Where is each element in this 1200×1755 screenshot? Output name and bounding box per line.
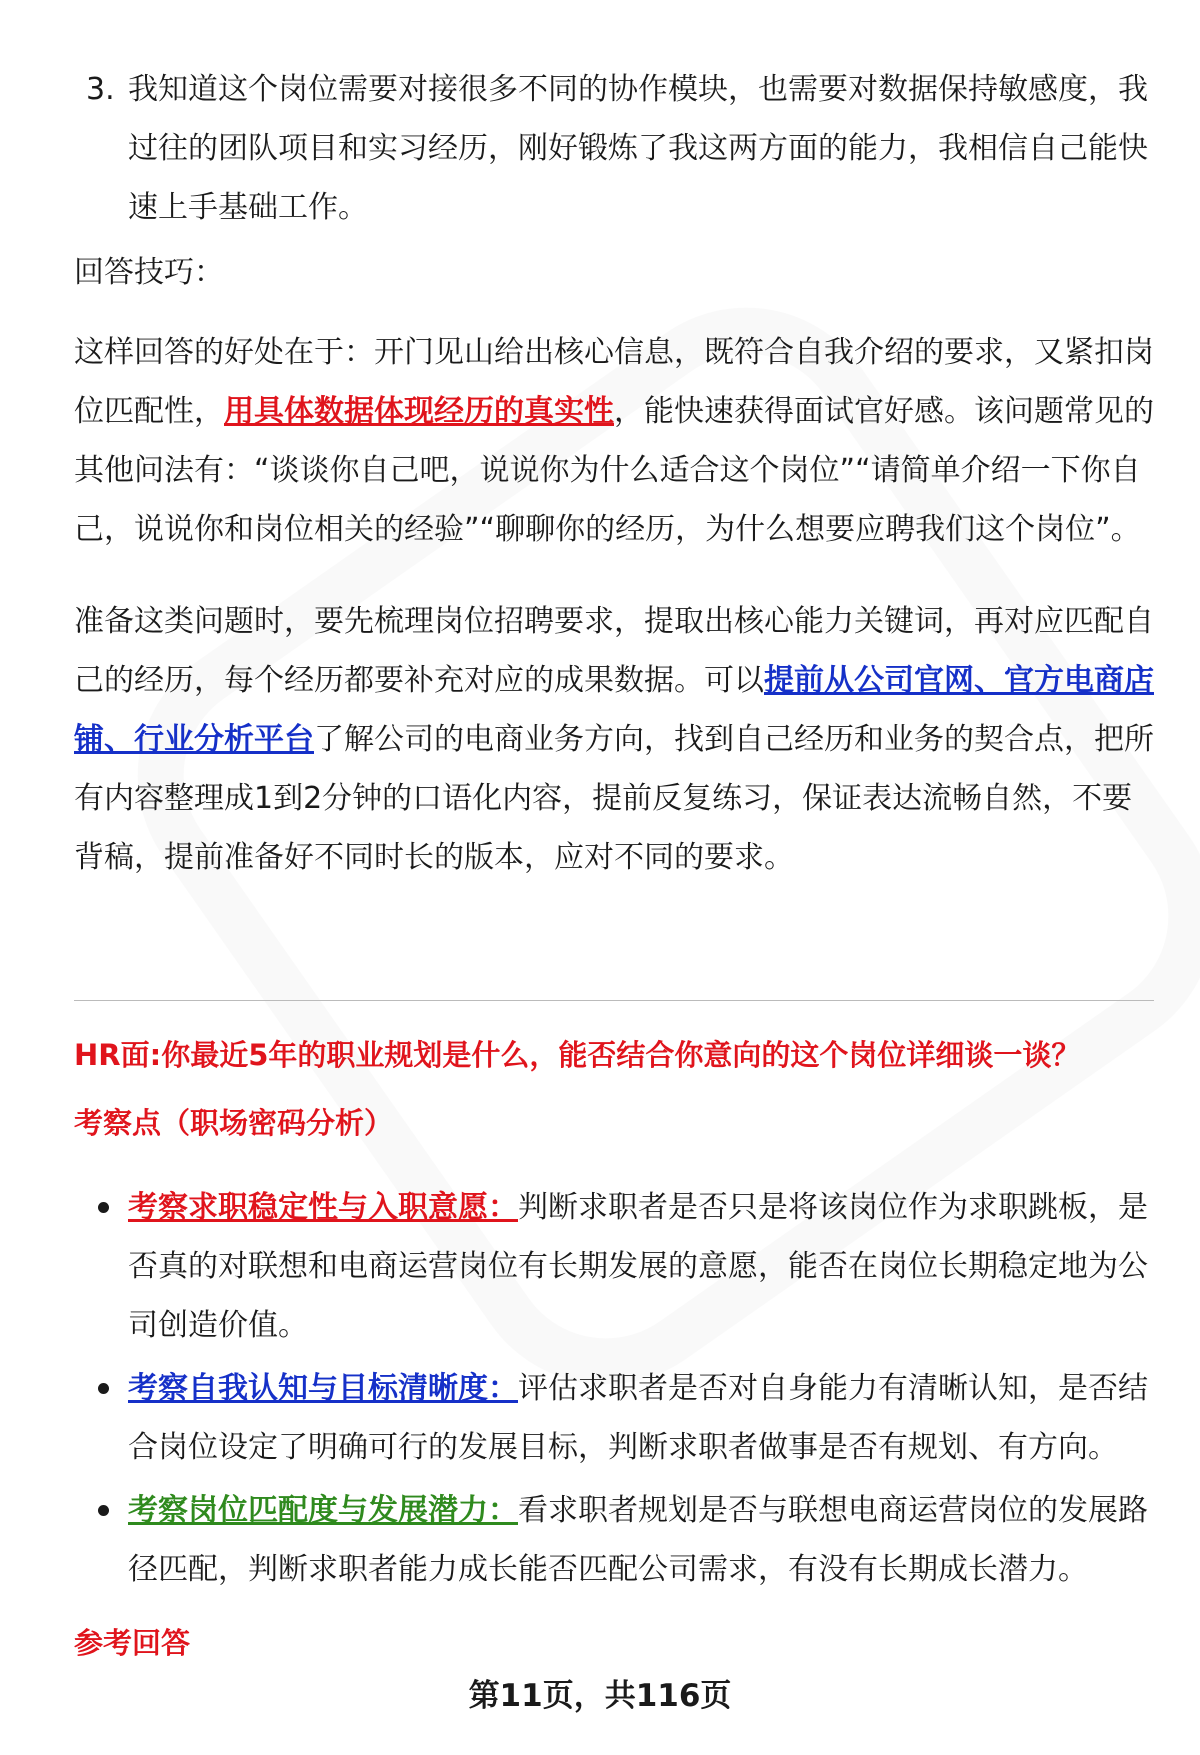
- bullet-title: 考察求职稳定性与入职意愿：: [128, 1190, 518, 1225]
- bullet-title: 考察岗位匹配度与发展潜力：: [128, 1493, 518, 1528]
- tips-p2-highlight: 提前从公司官网、官方电商店铺、行业分析平台: [74, 663, 1154, 757]
- bullet-text: 评估求职者是否对自身能力有清晰认知，是否结合岗位设定了明确可行的发展目标，判断求职者做事是否有规划、有方向。: [128, 1371, 1148, 1465]
- tips-paragraph-2: [74, 592, 1154, 887]
- numbered-item-3: [74, 60, 1154, 237]
- item-text: 我知道这个岗位需要对接很多不同的协作模块，也需要对数据保持敏感度，我过往的团队项目和实习经历，刚好锻炼了我这两方面的能力，我相信自己能快速上手基础工作。: [128, 72, 1148, 225]
- tips-label: 回答技巧：: [74, 255, 224, 290]
- hr-question-heading: HR面:你最近5年的职业规划是什么，能否结合你意向的这个岗位详细谈一谈？: [74, 1038, 1081, 1072]
- bullet-text: 判断求职者是否只是将该岗位作为求职跳板，是否真的对联想和电商运营岗位有长期发展的意愿，能否在岗位长期稳定地为公司创造价值。: [128, 1190, 1148, 1343]
- reference-answer-heading: 参考回答: [74, 1626, 191, 1660]
- tips-p1-text-b: ，能快速获得面试官好感。该问题常见的其他问法有：“谈谈你自己吧，说说你为什么适合这个岗位”“请简单介绍一下你自己，说说你和岗位相关的经验”“聊聊你的经历，为什么想要应聘我们这个岗位”。: [74, 394, 1154, 547]
- bullet-dot-icon: [98, 1505, 109, 1516]
- bullet-title: 考察自我认知与目标清晰度：: [128, 1371, 518, 1406]
- tips-paragraph-1: [74, 323, 1154, 559]
- tips-p1-text-a: 这样回答的好处在于：开门见山给出核心信息，既符合自我介绍的要求，又紧扣岗位匹配性，: [74, 335, 1154, 429]
- list-item: [128, 1359, 1154, 1477]
- list-item: [128, 1481, 1154, 1599]
- tips-p2-text-a: 准备这类问题时，要先梳理岗位招聘要求，提取出核心能力关键词，再对应匹配自己的经历，每个经历都要补充对应的成果数据。可以: [74, 604, 1154, 698]
- page-footer: 第11页，共116页: [468, 1678, 732, 1714]
- list-item: [128, 1178, 1154, 1355]
- bullet-dot-icon: [98, 1202, 109, 1213]
- tips-p2-text-b: 了解公司的电商业务方向，找到自己经历和业务的契合点，把所有内容整理成1到2分钟的口语化内容，提前反复练习，保证表达流畅自然，不要背稿，提前准备好不同时长的版本，应对不同的要求。: [74, 722, 1154, 875]
- section-divider: [74, 1000, 1154, 1001]
- bullet-text: 看求职者规划是否与联想电商运营岗位的发展路径匹配，判断求职者能力成长能否匹配公司需求，有没有长期成长潜力。: [128, 1493, 1148, 1587]
- tips-p1-highlight: 用具体数据体现经历的真实性: [224, 394, 614, 429]
- focus-list: [74, 1178, 1154, 1599]
- bullet-dot-icon: [98, 1383, 109, 1394]
- item-number: 3.: [86, 72, 115, 107]
- focus-heading: 考察点（职场密码分析）: [74, 1106, 394, 1140]
